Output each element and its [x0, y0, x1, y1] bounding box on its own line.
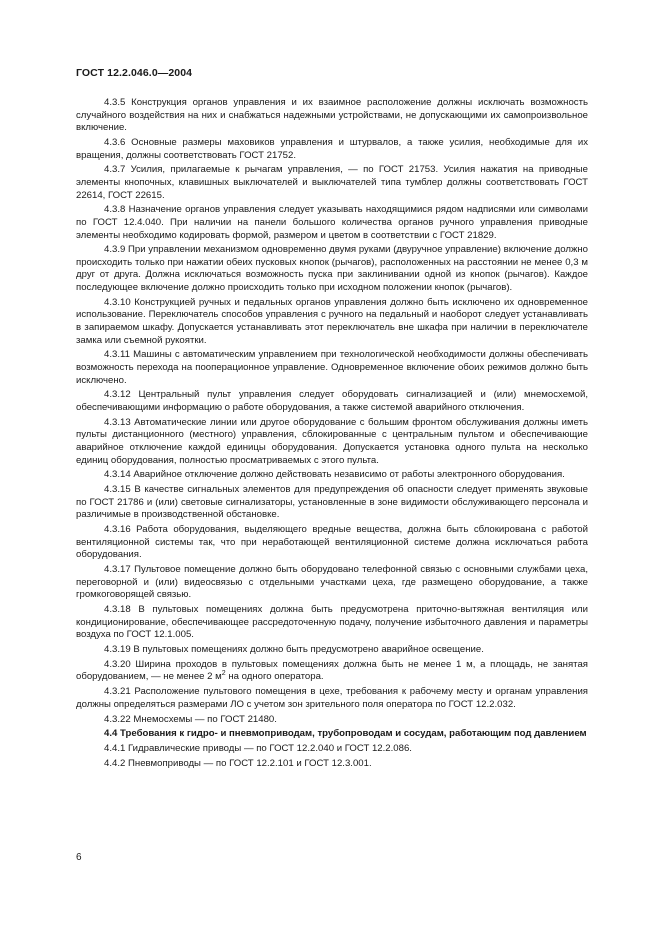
document-header: ГОСТ 12.2.046.0—2004	[76, 67, 193, 79]
paragraph-4-3-13: 4.3.13 Автоматические линии или другое оборудование с большим фронтом обслуживания должны иметь пульты дистанционного (местного) управления, сблокированные с центральным пультом и обеспечивающие аварийное отключение каждой единицы оборудования. Допускается установка одного пульта на несколько единиц оборудования, полностью просматриваемых с этого пульта.	[76, 416, 588, 466]
paragraph-4-3-7: 4.3.7 Усилия, прилагаемые к рычагам управления, — по ГОСТ 21753. Усилия нажатия на приводные элементы кнопочных, клавишных выключателей и выключателей типа тумблер должны соответствовать ГОСТ 22614, ГОСТ 22615.	[76, 164, 588, 201]
paragraph-4-3-11: 4.3.11 Машины с автоматическим управлением при технологической необходимости должны обеспечивать возможность перехода на пооперационное управление. Одновременное включение обоих режимов должно быть исключено.	[76, 349, 588, 386]
document-body	[76, 97, 588, 773]
paragraph-4-3-18: 4.3.18 В пультовых помещениях должна быть предусмотрена приточно-вытяжная вентиляция или кондиционирование, обеспечивающее рассредоточенную подачу, получение избыточного давления и параметры воздуха по ГОСТ 12.1.005.	[76, 604, 588, 641]
paragraph-4-3-14: 4.3.14 Аварийное отключение должно действовать независимо от работы электронного оборудования.	[104, 469, 565, 481]
paragraph-4-3-20-tail: на одного оператора.	[225, 671, 324, 683]
paragraph-4-3-6: 4.3.6 Основные размеры маховиков управления и штурвалов, а также усилия, необходимые для их вращения, должны соответствовать ГОСТ 21752.	[76, 136, 588, 161]
page-number: 6	[76, 852, 82, 863]
paragraph-4-3-12: 4.3.12 Центральный пульт управления следует оборудовать сигнализацией и (или) мнемосхемой, обеспечивающими информацию о работе оборудования, а также системой аварийного отключения.	[76, 389, 588, 413]
section-heading-4-4: 4.4 Требования к гидро- и пневмоприводам, трубопроводам и сосудам, работающим под давлением	[104, 728, 587, 740]
paragraph-4-3-20	[76, 659, 588, 684]
paragraph-4-3-15: 4.3.15 В качестве сигнальных элементов для предупреждения об опасности следует применять звуковые по ГОСТ 21786 и (или) световые сигнализаторы, установленные в зоне видимости обслуживающего персонала и различимые в производственной обстановке.	[76, 484, 588, 521]
paragraph-4-3-16: 4.3.16 Работа оборудования, выделяющего вредные вещества, должна быть сблокирована с работой вентиляционной системы так, что при неработающей вентиляционной системе должна исключаться работа оборудования.	[76, 524, 588, 561]
paragraph-4-3-5: 4.3.5 Конструкция органов управления и их взаимное расположение должны исключать возможность случайного воздействия на них и снабжаться надежными устройствами, не допускающими их самопроизвольное включение.	[76, 97, 588, 134]
paragraph-4-3-17: 4.3.17 Пультовое помещение должно быть оборудовано телефонной связью с основными службами цеха, переговорной и (или) видеосвязью с отдельными участками цеха, где размещено оборудование, а также громкоговорящей связью.	[76, 564, 588, 601]
paragraph-4-3-22: 4.3.22 Мнемосхемы — по ГОСТ 21480.	[104, 713, 277, 725]
paragraph-4-3-20-text: 4.3.20 Ширина проходов в пультовых помещениях должна быть не менее 1 м, а площадь, не занятая оборудованием, — не менее 2 м	[76, 658, 588, 683]
paragraph-4-3-10: 4.3.10 Конструкцией ручных и педальных органов управления должно быть исключено их одновременное использование. Переключатель способов управления с ручного на педальный и наоборот следует устанавливать в запираемом шкафу. Допускается устанавливать этот переключатель вне шкафа при наличии в переключателе замка или съемной рукоятки.	[76, 296, 588, 346]
paragraph-4-3-9: 4.3.9 При управлении механизмом одновременно двумя руками (двуручное управление) включение должно происходить только при нажатии обеих пусковых кнопок (рычагов), расположенных на расстоянии не менее 0,3 м друг от друга. Должна исключаться возможность пуска при заклинивании одной из кнопок (рычагов). Каждое последующее включение должно происходить только при исходном положении кнопок (рычагов).	[76, 244, 588, 294]
superscript-2: 2	[221, 670, 226, 678]
paragraph-4-4-1: 4.4.1 Гидравлические приводы — по ГОСТ 12.2.040 и ГОСТ 12.2.086.	[104, 743, 412, 755]
paragraph-4-3-21: 4.3.21 Расположение пультового помещения в цехе, требования к рабочему месту и органам управления должны определяться размерами ЛО с учетом зон зрительного поля оператора по ГОСТ 12.2.032.	[76, 686, 588, 710]
paragraph-4-3-8: 4.3.8 Назначение органов управления следует указывать находящимися рядом надписями или символами по ГОСТ 12.4.040. При наличии на панели большого количества органов ручного управления приводные элементы необходимо кодировать формой, размером и цветом в соответствии с ГОСТ 21829.	[76, 204, 588, 241]
paragraph-4-4-2: 4.4.2 Пневмоприводы — по ГОСТ 12.2.101 и ГОСТ 12.3.001.	[104, 757, 372, 769]
paragraph-4-3-19: 4.3.19 В пультовых помещениях должно быть предусмотрено аварийное освещение.	[104, 643, 484, 655]
